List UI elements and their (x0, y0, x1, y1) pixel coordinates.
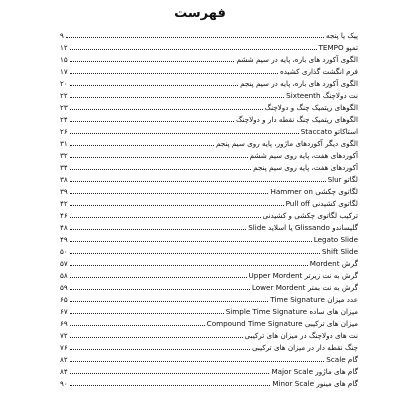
toc-entry (60, 112, 358, 124)
toc-entry (60, 28, 358, 40)
toc-dot-leader (70, 361, 325, 362)
toc-page-number: ۱۲ (60, 43, 68, 52)
toc-dot-leader (70, 133, 299, 134)
toc-page-number: ۱۷ (60, 67, 68, 76)
toc-entry (60, 184, 358, 196)
toc-page-number: ۴۸ (60, 223, 68, 232)
toc-dot-leader (70, 217, 261, 218)
toc-entry-label: لگاتو Slur (327, 175, 358, 184)
toc-dot-leader (70, 97, 284, 98)
toc-entry (60, 292, 358, 304)
toc-entry (60, 40, 358, 52)
toc-entry (60, 76, 358, 88)
toc-page-number: ۶۷ (60, 307, 68, 316)
toc-entry-label: آکوردهای هفت، پایه روی سیم ششم (249, 151, 358, 160)
toc-entry (60, 52, 358, 64)
toc-entry (60, 256, 358, 268)
toc-dot-leader (70, 289, 250, 290)
toc-entry (60, 328, 358, 340)
toc-entry-label: گلیساندو Glissando یا اسلاید Slide (248, 223, 358, 232)
toc-entry-label: الگوهای ریتمیک چنگ و دولاچنگ (264, 103, 358, 112)
toc-page-number: ۴۹ (60, 235, 68, 244)
toc-entry-label: نت های دولاچنگ در میزان های ترکیبی (244, 331, 358, 340)
toc-entry-label: الگوی دیگر آکوردهای ماژور، پایه روی سیم پنجم (216, 139, 358, 148)
toc-dot-leader (70, 373, 270, 374)
toc-dot-leader (70, 181, 326, 182)
toc-page-number: ۸۲ (60, 355, 68, 364)
toc-entry-label: گام های ماژور Major Scale (271, 367, 358, 376)
toc-entry (60, 268, 358, 280)
toc-page-number: ۶۹ (60, 319, 68, 328)
toc-page-number: ۲۴ (60, 115, 68, 124)
toc-entry-label: Legato Slide (313, 235, 358, 244)
toc-entry (60, 244, 358, 256)
toc-dot-leader (70, 349, 250, 350)
toc-entry-label: چنگ نقطه دار در میزان های ترکیبی (251, 343, 358, 352)
toc-page-number: ۳۱ (60, 139, 68, 148)
toc-page-number: ۱۵ (60, 55, 68, 64)
toc-entry-label: عدد میزان Time Signature (270, 295, 358, 304)
toc-entry-label: گرش به نت بمتر Lower Mordent (251, 283, 358, 292)
toc-entry-label: نت دولاچنگ Sixteenth (286, 91, 358, 100)
page-title: فهرست (174, 6, 226, 21)
toc-entry-label: گام های مینور Minor Scale (272, 379, 358, 388)
toc-dot-leader (70, 301, 269, 302)
toc-entry-label: تمپو TEMPO (318, 43, 358, 52)
toc-entry-label: گرش به نت زیرتر Upper Mordent (248, 271, 358, 280)
toc-dot-leader (70, 325, 205, 326)
toc-dot-leader (70, 145, 214, 146)
toc-entry (60, 364, 358, 376)
toc-page-number: ۳۲ (60, 151, 68, 160)
toc-entry (60, 160, 358, 172)
toc-page-number: ۲۲ (60, 91, 68, 100)
toc-dot-leader (70, 85, 238, 86)
toc-entry-label: فرم انگشت گذاری کشیده (280, 67, 358, 76)
toc-dot-leader (70, 157, 248, 158)
toc-dot-leader (70, 229, 246, 230)
toc-entry (60, 316, 358, 328)
toc-dot-leader (70, 385, 271, 386)
toc-page-number: ۳۴ (60, 163, 68, 172)
toc-dot-leader (70, 265, 308, 266)
toc-dot-leader (70, 241, 312, 242)
toc-dot-leader (70, 61, 235, 62)
toc-entry (60, 136, 358, 148)
toc-entry-label: میزان های ساده Simple Time Signature (225, 307, 358, 316)
toc-dot-leader (70, 337, 243, 338)
toc-entry-label: گام Scale (326, 355, 358, 364)
toc-entry (60, 148, 358, 160)
toc-page-number: ۶۵ (60, 295, 68, 304)
toc-page-number: ۲۰ (60, 79, 68, 88)
toc-entry (60, 304, 358, 316)
toc-page-number: ۷۲ (60, 331, 68, 340)
toc-entry-label: گرش Mordent (309, 259, 358, 268)
toc-entry (60, 352, 358, 364)
toc-dot-leader (70, 109, 263, 110)
toc-page-number: ۴۲ (60, 199, 68, 208)
toc-entry (60, 172, 358, 184)
toc-entry-label: الگوی آکورد های باره، پایه در سیم ششم (236, 55, 358, 64)
toc-page-number: ۹۰ (60, 379, 68, 388)
toc-entry (60, 220, 358, 232)
toc-page-number: ۵۰ (60, 247, 68, 256)
toc-entry (60, 280, 358, 292)
toc-page-number: ۷۶ (60, 343, 68, 352)
toc-dot-leader (70, 193, 269, 194)
toc-dot-leader (70, 313, 224, 314)
toc-entry (60, 100, 358, 112)
toc-page-number: ۵۹ (60, 283, 68, 292)
toc-entry (60, 232, 358, 244)
toc-entry-label: لگاتوی چکشی Hammer on (270, 187, 358, 196)
toc-entry (60, 376, 358, 388)
toc-entry-label: پیک یا پنجه (325, 31, 358, 40)
toc-entry (60, 196, 358, 208)
toc-entry-label: ترکیب لگاتوی چکشی و کشیدنی (262, 211, 358, 220)
toc-dot-leader (70, 73, 278, 74)
toc-entry-label: الگوی آکورد های باره، پایه در سیم پنجم (240, 79, 358, 88)
toc-entry-label: لگاتوی کشیدنی Pull off (285, 199, 358, 208)
toc-entry (60, 208, 358, 220)
toc-dot-leader (70, 169, 251, 170)
table-of-contents (60, 28, 358, 388)
toc-entry-label: میزان های ترکیبی Compound Time Signature (206, 319, 358, 328)
toc-entry-label: آکوردهای هفت، پایه روی سیم پنجم (253, 163, 358, 172)
toc-entry (60, 88, 358, 100)
toc-dot-leader (70, 277, 247, 278)
toc-dot-leader (70, 121, 234, 122)
toc-entry (60, 124, 358, 136)
toc-page-number: ۵۸ (60, 271, 68, 280)
toc-dot-leader (70, 253, 320, 254)
toc-page-number: ۸۴ (60, 367, 68, 376)
toc-page-number: ۳۹ (60, 187, 68, 196)
toc-entry (60, 340, 358, 352)
toc-page-number: ۳۸ (60, 175, 68, 184)
toc-entry-label: Shift Slide (321, 247, 358, 256)
toc-page-number: ۵۷ (60, 259, 68, 268)
toc-entry (60, 64, 358, 76)
toc-dot-leader (66, 37, 324, 38)
toc-entry-label: الگوهای ریتمیک چنگ نقطه دار و دولاچنگ (236, 115, 358, 124)
toc-page-number: ۹ (60, 31, 64, 40)
toc-page-number: ۲۶ (60, 127, 68, 136)
toc-page-number: ۲۳ (60, 103, 68, 112)
toc-page-number: ۴۶ (60, 211, 68, 220)
toc-entry-label: استاکاتو Staccato (300, 127, 358, 136)
toc-dot-leader (70, 49, 317, 50)
toc-dot-leader (70, 205, 284, 206)
